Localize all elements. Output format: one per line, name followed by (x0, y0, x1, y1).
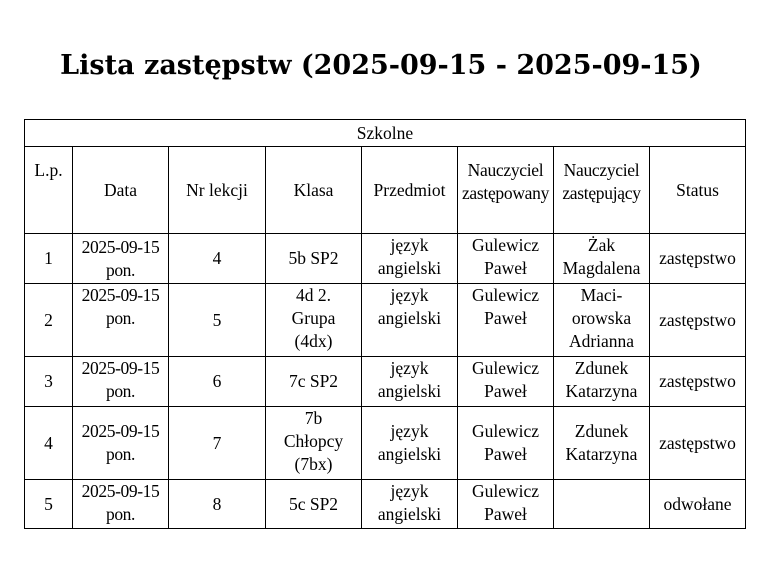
day-value: pon. (105, 308, 136, 328)
subject-line: angielski (377, 308, 442, 328)
teacher-line: Paweł (484, 258, 527, 278)
header-nr-lekcji: Nr lekcji (169, 147, 266, 234)
subject-line: język (390, 481, 429, 501)
section-header: Szkolne (25, 120, 746, 147)
cell-date (73, 357, 169, 407)
cell-lesson: 7 (169, 407, 266, 480)
cell-class (266, 407, 362, 480)
cell-date (73, 480, 169, 529)
cell-status: zastępstwo (650, 407, 746, 480)
table-row (25, 234, 746, 284)
cell-substitute-teacher (554, 480, 650, 529)
teacher-line: Paweł (484, 308, 527, 328)
cell-date (73, 234, 169, 284)
cell-date (73, 407, 169, 480)
cell-lp: 3 (25, 357, 73, 407)
header-nauczyciel-zastepowany (458, 147, 554, 234)
cell-status: odwołane (650, 480, 746, 529)
page-title: Lista zastępstw (2025-09-15 - 2025-09-15) (60, 50, 702, 81)
date-value: 2025-09-15 (81, 421, 160, 441)
teacher-line: Paweł (484, 381, 527, 401)
header-line: Nauczyciel (467, 160, 544, 180)
teacher-line: Magdalena (562, 258, 641, 278)
date-value: 2025-09-15 (81, 358, 160, 378)
cell-subject (362, 480, 458, 529)
class-line: 7c SP2 (288, 371, 339, 391)
cell-lp: 4 (25, 407, 73, 480)
subject-line: angielski (377, 444, 442, 464)
cell-lesson: 6 (169, 357, 266, 407)
date-value: 2025-09-15 (81, 481, 160, 501)
cell-absent-teacher (458, 480, 554, 529)
day-value: pon. (105, 381, 136, 401)
class-line: Chłopcy (283, 431, 344, 451)
subject-line: język (390, 358, 429, 378)
teacher-line: Zdunek (574, 358, 629, 378)
table-row (25, 407, 746, 480)
teacher-line: Zdunek (574, 421, 629, 441)
header-klasa: Klasa (266, 147, 362, 234)
class-line: 4d 2. (296, 285, 331, 305)
cell-status: zastępstwo (650, 357, 746, 407)
date-value: 2025-09-15 (81, 236, 160, 257)
subject-line: język (390, 285, 429, 305)
cell-status: zastępstwo (650, 284, 746, 357)
table-row (25, 480, 746, 529)
teacher-line: Katarzyna (565, 381, 638, 401)
table-row (25, 284, 746, 357)
header-status: Status (650, 147, 746, 234)
header-line: zastępowany (461, 183, 550, 203)
teacher-line: orowska (571, 308, 632, 328)
subject-line: angielski (377, 381, 442, 401)
cell-lesson: 4 (169, 234, 266, 284)
header-lp: L.p. (25, 147, 73, 234)
cell-absent-teacher (458, 234, 554, 284)
teacher-line: Maci- (580, 285, 623, 305)
subject-line: angielski (377, 504, 442, 524)
cell-subject (362, 284, 458, 357)
day-value: pon. (105, 259, 136, 280)
day-value: pon. (105, 444, 136, 464)
cell-substitute-teacher (554, 234, 650, 284)
teacher-line: Gulewicz (471, 285, 540, 305)
cell-status: zastępstwo (650, 234, 746, 284)
header-nauczyciel-zastepujacy (554, 147, 650, 234)
header-przedmiot: Przedmiot (362, 147, 458, 234)
cell-lesson: 8 (169, 480, 266, 529)
date-value: 2025-09-15 (81, 285, 160, 305)
class-line: (4dx) (294, 331, 333, 351)
header-data: Data (73, 147, 169, 234)
cell-class (266, 234, 362, 284)
cell-substitute-teacher (554, 284, 650, 357)
teacher-line: Gulewicz (471, 481, 540, 501)
cell-subject (362, 407, 458, 480)
teacher-line: Katarzyna (565, 444, 638, 464)
substitutions-table (24, 119, 746, 529)
teacher-line: Paweł (484, 444, 527, 464)
subject-line: język (390, 235, 429, 255)
cell-lp: 5 (25, 480, 73, 529)
cell-absent-teacher (458, 357, 554, 407)
cell-class (266, 284, 362, 357)
header-line: Nauczyciel (563, 160, 640, 180)
subject-line: angielski (377, 258, 442, 278)
cell-lp: 2 (25, 284, 73, 357)
cell-subject (362, 357, 458, 407)
cell-lp: 1 (25, 234, 73, 284)
cell-class (266, 480, 362, 529)
day-value: pon. (105, 504, 136, 524)
cell-class (266, 357, 362, 407)
teacher-line: Gulewicz (471, 421, 540, 441)
teacher-line: Żak (587, 235, 616, 255)
subject-line: język (390, 421, 429, 441)
header-line: zastępujący (562, 183, 641, 203)
cell-absent-teacher (458, 407, 554, 480)
class-line: 5b SP2 (288, 248, 339, 268)
cell-lesson: 5 (169, 284, 266, 357)
table-row (25, 357, 746, 407)
teacher-line: Paweł (484, 504, 527, 524)
teacher-line: Gulewicz (471, 358, 540, 378)
class-line: 7b (304, 408, 323, 428)
cell-date (73, 284, 169, 357)
cell-substitute-teacher (554, 357, 650, 407)
class-line: Grupa (291, 308, 336, 328)
cell-substitute-teacher (554, 407, 650, 480)
class-line: 5c SP2 (288, 493, 339, 514)
teacher-line: Adrianna (568, 331, 635, 351)
class-line: (7bx) (294, 454, 333, 474)
cell-absent-teacher (458, 284, 554, 357)
teacher-line: Gulewicz (471, 235, 540, 255)
cell-subject (362, 234, 458, 284)
